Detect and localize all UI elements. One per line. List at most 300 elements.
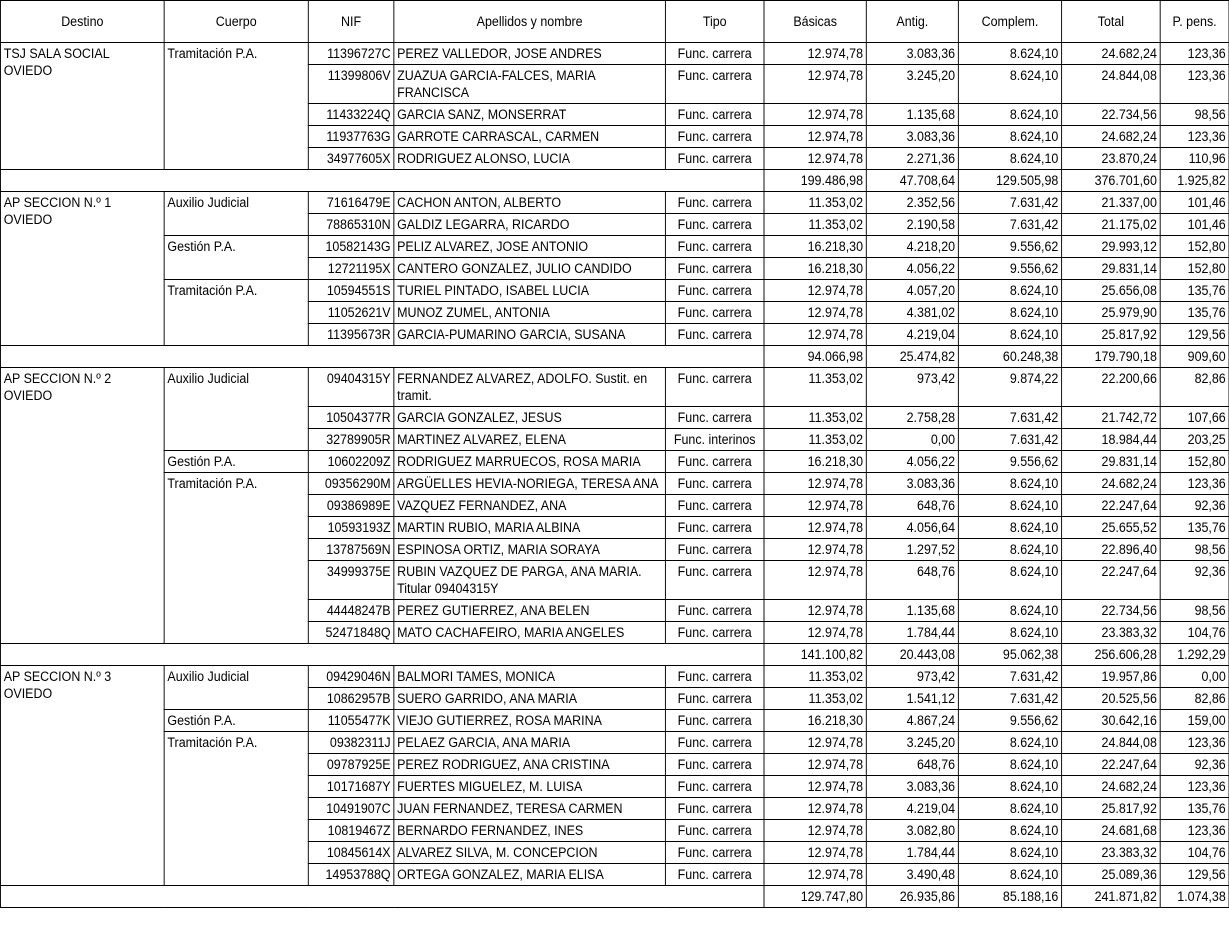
- subtotal-ppens: 1.292,29: [1160, 644, 1229, 666]
- cell-ppens: 0,00: [1160, 666, 1229, 688]
- cell-tipo: Func. carrera: [665, 517, 764, 539]
- cell-tipo: Func. carrera: [665, 776, 764, 798]
- cell-nif: 09382311J: [308, 732, 394, 754]
- cell-nombre: GARCIA-PUMARINO GARCIA, SUSANA: [394, 324, 666, 346]
- cell-basicas: 11.353,02: [764, 666, 866, 688]
- cell-nif: 09386989E: [308, 495, 394, 517]
- cell-complem: 9.556,62: [958, 236, 1061, 258]
- cell-total: 20.525,56: [1062, 688, 1161, 710]
- cell-ppens: 104,76: [1160, 842, 1229, 864]
- cell-tipo: Func. carrera: [665, 732, 764, 754]
- cell-nif: 09356290M: [308, 473, 394, 495]
- cell-complem: 8.624,10: [958, 798, 1061, 820]
- cuerpo-cell: Gestión P.A.: [164, 710, 308, 732]
- cell-nombre: PELAEZ GARCIA, ANA MARIA: [394, 732, 666, 754]
- cell-nif: 10171687Y: [308, 776, 394, 798]
- cell-basicas: 16.218,30: [764, 236, 866, 258]
- cell-total: 30.642,16: [1062, 710, 1161, 732]
- subtotal-total: 241.871,82: [1062, 886, 1161, 908]
- cell-complem: 9.556,62: [958, 451, 1061, 473]
- cell-nif: 11052621V: [308, 302, 394, 324]
- cell-basicas: 12.974,78: [764, 600, 866, 622]
- cell-antig: 4.219,04: [866, 798, 958, 820]
- subtotal-ppens: 1.925,82: [1160, 170, 1229, 192]
- cell-antig: 3.083,36: [866, 473, 958, 495]
- cell-nombre: PEREZ GUTIERREZ, ANA BELEN: [394, 600, 666, 622]
- cell-total: 22.200,66: [1062, 368, 1161, 407]
- cell-ppens: 152,80: [1160, 258, 1229, 280]
- cell-complem: 8.624,10: [958, 495, 1061, 517]
- cell-antig: 973,42: [866, 368, 958, 407]
- cell-tipo: Func. carrera: [665, 280, 764, 302]
- table-row: [0, 451, 1229, 473]
- cell-total: 22.734,56: [1062, 104, 1161, 126]
- cell-complem: 8.624,10: [958, 842, 1061, 864]
- cell-tipo: Func. carrera: [665, 754, 764, 776]
- cell-total: 29.831,14: [1062, 451, 1161, 473]
- cell-complem: 8.624,10: [958, 754, 1061, 776]
- subtotal-antig: 25.474,82: [866, 346, 958, 368]
- cell-nombre: ALVAREZ SILVA, M. CONCEPCION: [394, 842, 666, 864]
- cell-antig: 4.867,24: [866, 710, 958, 732]
- cell-ppens: 107,66: [1160, 407, 1229, 429]
- cell-basicas: 12.974,78: [764, 842, 866, 864]
- cell-antig: 2.758,28: [866, 407, 958, 429]
- cell-basicas: 12.974,78: [764, 324, 866, 346]
- cell-nombre: SUERO GARRIDO, ANA MARIA: [394, 688, 666, 710]
- cell-ppens: 135,76: [1160, 517, 1229, 539]
- cell-ppens: 203,25: [1160, 429, 1229, 451]
- cell-total: 25.817,92: [1062, 798, 1161, 820]
- header-destino: Destino: [0, 1, 164, 43]
- table-row: [0, 192, 1229, 214]
- subtotal-total: 376.701,60: [1062, 170, 1161, 192]
- cell-antig: 1.135,68: [866, 104, 958, 126]
- cell-total: 24.682,24: [1062, 473, 1161, 495]
- cell-basicas: 12.974,78: [764, 622, 866, 644]
- cell-tipo: Func. carrera: [665, 820, 764, 842]
- cell-tipo: Func. carrera: [665, 126, 764, 148]
- cell-complem: 8.624,10: [958, 517, 1061, 539]
- cell-ppens: 123,36: [1160, 820, 1229, 842]
- subtotal-row: [0, 886, 1229, 908]
- cell-basicas: 12.974,78: [764, 776, 866, 798]
- header-nombre: Apellidos y nombre: [394, 1, 666, 43]
- cell-ppens: 159,00: [1160, 710, 1229, 732]
- cell-basicas: 12.974,78: [764, 302, 866, 324]
- cell-nombre: PEREZ VALLEDOR, JOSE ANDRES: [394, 43, 666, 65]
- cell-basicas: 12.974,78: [764, 280, 866, 302]
- cell-nombre: VIEJO GUTIERREZ, ROSA MARINA: [394, 710, 666, 732]
- cell-nif: 12721195X: [308, 258, 394, 280]
- cell-nombre: PELIZ ALVAREZ, JOSE ANTONIO: [394, 236, 666, 258]
- table-row: [0, 666, 1229, 688]
- cell-total: 21.742,72: [1062, 407, 1161, 429]
- cell-antig: 3.083,36: [866, 43, 958, 65]
- cell-ppens: 82,86: [1160, 368, 1229, 407]
- cell-nombre: GARROTE CARRASCAL, CARMEN: [394, 126, 666, 148]
- cell-ppens: 123,36: [1160, 732, 1229, 754]
- cell-tipo: Func. carrera: [665, 864, 764, 886]
- cell-basicas: 12.974,78: [764, 864, 866, 886]
- cell-antig: 648,76: [866, 495, 958, 517]
- cell-tipo: Func. carrera: [665, 368, 764, 407]
- cell-nombre: RODRIGUEZ MARRUECOS, ROSA MARIA: [394, 451, 666, 473]
- subtotal-ppens: 1.074,38: [1160, 886, 1229, 908]
- destino-cell: AP SECCION N.º 2 OVIEDO: [0, 368, 164, 644]
- cell-total: 24.682,24: [1062, 126, 1161, 148]
- cell-ppens: 129,56: [1160, 324, 1229, 346]
- destino-cell: AP SECCION N.º 1 OVIEDO: [0, 192, 164, 346]
- cell-antig: 4.056,64: [866, 517, 958, 539]
- cell-total: 23.383,32: [1062, 842, 1161, 864]
- cell-tipo: Func. carrera: [665, 666, 764, 688]
- cell-nombre: GALDIZ LEGARRA, RICARDO: [394, 214, 666, 236]
- cell-nif: 52471848Q: [308, 622, 394, 644]
- cell-total: 22.247,64: [1062, 754, 1161, 776]
- cuerpo-cell: Auxilio Judicial: [164, 666, 308, 710]
- cell-complem: 9.556,62: [958, 710, 1061, 732]
- cell-nif: 10593193Z: [308, 517, 394, 539]
- cell-nif: 10504377R: [308, 407, 394, 429]
- cell-total: 25.655,52: [1062, 517, 1161, 539]
- header-nif: NIF: [308, 1, 394, 43]
- cell-basicas: 11.353,02: [764, 688, 866, 710]
- cell-nif: 11399806V: [308, 65, 394, 104]
- cell-basicas: 12.974,78: [764, 798, 866, 820]
- header-ppens: P. pens.: [1160, 1, 1229, 43]
- cell-antig: 1.541,12: [866, 688, 958, 710]
- cell-basicas: 12.974,78: [764, 539, 866, 561]
- cell-nif: 11937763G: [308, 126, 394, 148]
- cell-ppens: 110,96: [1160, 148, 1229, 170]
- subtotal-row: [0, 170, 1229, 192]
- cell-total: 25.817,92: [1062, 324, 1161, 346]
- subtotal-ppens: 909,60: [1160, 346, 1229, 368]
- subtotal-complem: 85.188,16: [958, 886, 1061, 908]
- cell-ppens: 98,56: [1160, 539, 1229, 561]
- cell-antig: 4.219,04: [866, 324, 958, 346]
- cell-complem: 8.624,10: [958, 732, 1061, 754]
- cell-ppens: 123,36: [1160, 43, 1229, 65]
- cell-ppens: 101,46: [1160, 192, 1229, 214]
- cell-nif: 11395673R: [308, 324, 394, 346]
- cell-nombre: GARCIA GONZALEZ, JESUS: [394, 407, 666, 429]
- cell-tipo: Func. carrera: [665, 258, 764, 280]
- cell-antig: 4.057,20: [866, 280, 958, 302]
- subtotal-spacer: [0, 886, 764, 908]
- cell-antig: 0,00: [866, 429, 958, 451]
- cell-antig: 4.381,02: [866, 302, 958, 324]
- cell-tipo: Func. carrera: [665, 407, 764, 429]
- cell-complem: 8.624,10: [958, 126, 1061, 148]
- cell-ppens: 129,56: [1160, 864, 1229, 886]
- cell-antig: 3.490,48: [866, 864, 958, 886]
- cell-complem: 9.556,62: [958, 258, 1061, 280]
- cell-nombre: GARCIA SANZ, MONSERRAT: [394, 104, 666, 126]
- cell-complem: 8.624,10: [958, 324, 1061, 346]
- cell-tipo: Func. carrera: [665, 65, 764, 104]
- cell-total: 24.682,24: [1062, 43, 1161, 65]
- cell-nif: 11433224Q: [308, 104, 394, 126]
- cell-ppens: 98,56: [1160, 104, 1229, 126]
- cell-tipo: Func. carrera: [665, 688, 764, 710]
- cell-tipo: Func. carrera: [665, 148, 764, 170]
- cell-nif: 44448247B: [308, 600, 394, 622]
- cell-nombre: ARGÜELLES HEVIA-NORIEGA, TERESA ANA: [394, 473, 666, 495]
- destino-cell: AP SECCION N.º 3 OVIEDO: [0, 666, 164, 886]
- cell-complem: 7.631,42: [958, 214, 1061, 236]
- cell-nif: 10602209Z: [308, 451, 394, 473]
- subtotal-spacer: [0, 644, 764, 666]
- cell-antig: 3.245,20: [866, 65, 958, 104]
- header-tipo: Tipo: [665, 1, 764, 43]
- cell-ppens: 135,76: [1160, 280, 1229, 302]
- cell-basicas: 12.974,78: [764, 148, 866, 170]
- cell-complem: 8.624,10: [958, 561, 1061, 600]
- cell-basicas: 12.974,78: [764, 820, 866, 842]
- table-header: [0, 1, 1229, 43]
- cell-complem: 8.624,10: [958, 43, 1061, 65]
- subtotal-antig: 26.935,86: [866, 886, 958, 908]
- cell-nombre: CANTERO GONZALEZ, JULIO CANDIDO: [394, 258, 666, 280]
- table-row: [0, 280, 1229, 302]
- cell-tipo: Func. carrera: [665, 236, 764, 258]
- cell-antig: 4.056,22: [866, 258, 958, 280]
- table-row: [0, 473, 1229, 495]
- cell-basicas: 12.974,78: [764, 754, 866, 776]
- cuerpo-cell: Gestión P.A.: [164, 451, 308, 473]
- cell-complem: 8.624,10: [958, 864, 1061, 886]
- cell-antig: 648,76: [866, 754, 958, 776]
- cell-nombre: TURIEL PINTADO, ISABEL LUCIA: [394, 280, 666, 302]
- cell-antig: 3.245,20: [866, 732, 958, 754]
- cell-tipo: Func. carrera: [665, 302, 764, 324]
- cell-antig: 973,42: [866, 666, 958, 688]
- cuerpo-cell: Tramitación P.A.: [164, 732, 308, 886]
- cell-nombre: BERNARDO FERNANDEZ, INES: [394, 820, 666, 842]
- table-body: [0, 43, 1229, 908]
- cuerpo-cell: Tramitación P.A.: [164, 43, 308, 170]
- header-cuerpo: Cuerpo: [164, 1, 308, 43]
- table-row: [0, 236, 1229, 258]
- cell-antig: 1.784,44: [866, 622, 958, 644]
- cell-basicas: 12.974,78: [764, 517, 866, 539]
- cell-nombre: MARTIN RUBIO, MARIA ALBINA: [394, 517, 666, 539]
- cuerpo-cell: Gestión P.A.: [164, 236, 308, 280]
- cell-antig: 1.297,52: [866, 539, 958, 561]
- cell-antig: 2.271,36: [866, 148, 958, 170]
- header-complem: Complem.: [958, 1, 1061, 43]
- cell-total: 24.844,08: [1062, 732, 1161, 754]
- cell-nif: 11055477K: [308, 710, 394, 732]
- cell-nif: 10845614X: [308, 842, 394, 864]
- subtotal-total: 179.790,18: [1062, 346, 1161, 368]
- cell-total: 25.089,36: [1062, 864, 1161, 886]
- cell-ppens: 123,36: [1160, 776, 1229, 798]
- cell-nif: 10491907C: [308, 798, 394, 820]
- cell-nombre: RODRIGUEZ ALONSO, LUCIA: [394, 148, 666, 170]
- cell-nif: 10582143G: [308, 236, 394, 258]
- cell-complem: 7.631,42: [958, 192, 1061, 214]
- cell-tipo: Func. carrera: [665, 451, 764, 473]
- cell-basicas: 12.974,78: [764, 732, 866, 754]
- cell-antig: 1.784,44: [866, 842, 958, 864]
- cell-nif: 10862957B: [308, 688, 394, 710]
- cell-complem: 7.631,42: [958, 688, 1061, 710]
- cell-antig: 3.083,36: [866, 776, 958, 798]
- subtotal-basicas: 94.066,98: [764, 346, 866, 368]
- cell-ppens: 123,36: [1160, 126, 1229, 148]
- cell-nif: 09404315Y: [308, 368, 394, 407]
- cell-total: 21.337,00: [1062, 192, 1161, 214]
- cell-tipo: Func. carrera: [665, 214, 764, 236]
- cell-total: 23.870,24: [1062, 148, 1161, 170]
- cell-antig: 2.190,58: [866, 214, 958, 236]
- cell-nif: 78865310N: [308, 214, 394, 236]
- cell-basicas: 11.353,02: [764, 429, 866, 451]
- cell-nombre: MUNOZ ZUMEL, ANTONIA: [394, 302, 666, 324]
- cell-basicas: 16.218,30: [764, 451, 866, 473]
- subtotal-complem: 60.248,38: [958, 346, 1061, 368]
- cell-basicas: 11.353,02: [764, 214, 866, 236]
- cell-basicas: 12.974,78: [764, 43, 866, 65]
- subtotal-antig: 47.708,64: [866, 170, 958, 192]
- cuerpo-cell: Auxilio Judicial: [164, 368, 308, 451]
- cuerpo-cell: Auxilio Judicial: [164, 192, 308, 236]
- cell-ppens: 82,86: [1160, 688, 1229, 710]
- cell-total: 22.896,40: [1062, 539, 1161, 561]
- cell-nombre: CACHON ANTON, ALBERTO: [394, 192, 666, 214]
- subtotal-basicas: 141.100,82: [764, 644, 866, 666]
- cell-nif: 09787925E: [308, 754, 394, 776]
- cell-complem: 8.624,10: [958, 473, 1061, 495]
- cell-antig: 3.082,80: [866, 820, 958, 842]
- cell-ppens: 92,36: [1160, 495, 1229, 517]
- cell-tipo: Func. carrera: [665, 495, 764, 517]
- cell-ppens: 135,76: [1160, 302, 1229, 324]
- cell-ppens: 152,80: [1160, 236, 1229, 258]
- subtotal-complem: 95.062,38: [958, 644, 1061, 666]
- cell-tipo: Func. carrera: [665, 104, 764, 126]
- cell-antig: 2.352,56: [866, 192, 958, 214]
- cell-total: 25.656,08: [1062, 280, 1161, 302]
- cell-complem: 7.631,42: [958, 429, 1061, 451]
- cell-tipo: Func. carrera: [665, 710, 764, 732]
- table-row: [0, 732, 1229, 754]
- cell-tipo: Func. carrera: [665, 539, 764, 561]
- cuerpo-cell: Tramitación P.A.: [164, 473, 308, 644]
- cell-nombre: JUAN FERNANDEZ, TERESA CARMEN: [394, 798, 666, 820]
- cell-complem: 8.624,10: [958, 65, 1061, 104]
- table-row: [0, 43, 1229, 65]
- cell-complem: 8.624,10: [958, 302, 1061, 324]
- cell-tipo: Func. carrera: [665, 43, 764, 65]
- cell-basicas: 11.353,02: [764, 192, 866, 214]
- cell-basicas: 11.353,02: [764, 368, 866, 407]
- subtotal-spacer: [0, 170, 764, 192]
- cell-tipo: Func. carrera: [665, 561, 764, 600]
- cell-basicas: 12.974,78: [764, 104, 866, 126]
- cell-nif: 11396727C: [308, 43, 394, 65]
- cell-ppens: 135,76: [1160, 798, 1229, 820]
- cell-total: 18.984,44: [1062, 429, 1161, 451]
- cell-total: 19.957,86: [1062, 666, 1161, 688]
- cell-tipo: Func. carrera: [665, 798, 764, 820]
- table-row: [0, 368, 1229, 407]
- cell-nombre: MATO CACHAFEIRO, MARIA ANGELES: [394, 622, 666, 644]
- cell-complem: 8.624,10: [958, 820, 1061, 842]
- cell-nombre: FERNANDEZ ALVAREZ, ADOLFO. Sustit. en tramit.: [394, 368, 666, 407]
- cell-nombre: ZUAZUA GARCIA-FALCES, MARIA FRANCISCA: [394, 65, 666, 104]
- cell-basicas: 12.974,78: [764, 561, 866, 600]
- cell-total: 29.993,12: [1062, 236, 1161, 258]
- cell-nif: 71616479E: [308, 192, 394, 214]
- cell-nif: 34999375E: [308, 561, 394, 600]
- subtotal-basicas: 199.486,98: [764, 170, 866, 192]
- cell-total: 29.831,14: [1062, 258, 1161, 280]
- table-row: [0, 710, 1229, 732]
- cell-complem: 8.624,10: [958, 776, 1061, 798]
- header-antig: Antig.: [866, 1, 958, 43]
- cell-nif: 10594551S: [308, 280, 394, 302]
- cell-ppens: 152,80: [1160, 451, 1229, 473]
- cell-ppens: 101,46: [1160, 214, 1229, 236]
- subtotal-spacer: [0, 346, 764, 368]
- cell-tipo: Func. carrera: [665, 600, 764, 622]
- cell-basicas: 12.974,78: [764, 126, 866, 148]
- cell-complem: 8.624,10: [958, 539, 1061, 561]
- cell-complem: 7.631,42: [958, 407, 1061, 429]
- cell-ppens: 123,36: [1160, 65, 1229, 104]
- destino-cell: TSJ SALA SOCIAL OVIEDO: [0, 43, 164, 170]
- cell-antig: 1.135,68: [866, 600, 958, 622]
- cell-complem: 7.631,42: [958, 666, 1061, 688]
- cell-total: 21.175,02: [1062, 214, 1161, 236]
- cell-total: 25.979,90: [1062, 302, 1161, 324]
- cell-antig: 4.218,20: [866, 236, 958, 258]
- cell-nombre: ESPINOSA ORTIZ, MARIA SORAYA: [394, 539, 666, 561]
- cell-nombre: BALMORI TAMES, MONICA: [394, 666, 666, 688]
- subtotal-row: [0, 644, 1229, 666]
- cell-antig: 4.056,22: [866, 451, 958, 473]
- cell-nif: 34977605X: [308, 148, 394, 170]
- cell-total: 22.247,64: [1062, 495, 1161, 517]
- cell-nif: 10819467Z: [308, 820, 394, 842]
- cell-ppens: 104,76: [1160, 622, 1229, 644]
- cell-antig: 648,76: [866, 561, 958, 600]
- cell-nif: 09429046N: [308, 666, 394, 688]
- cell-tipo: Func. carrera: [665, 842, 764, 864]
- cell-complem: 8.624,10: [958, 600, 1061, 622]
- subtotal-antig: 20.443,08: [866, 644, 958, 666]
- header-basicas: Básicas: [764, 1, 866, 43]
- header-total: Total: [1062, 1, 1161, 43]
- subtotal-total: 256.606,28: [1062, 644, 1161, 666]
- cell-tipo: Func. carrera: [665, 473, 764, 495]
- cell-basicas: 16.218,30: [764, 710, 866, 732]
- cell-nombre: VAZQUEZ FERNANDEZ, ANA: [394, 495, 666, 517]
- cell-ppens: 92,36: [1160, 754, 1229, 776]
- cell-total: 24.844,08: [1062, 65, 1161, 104]
- cell-nif: 14953788Q: [308, 864, 394, 886]
- cell-nombre: ORTEGA GONZALEZ, MARIA ELISA: [394, 864, 666, 886]
- cell-tipo: Func. carrera: [665, 324, 764, 346]
- cell-nombre: PEREZ RODRIGUEZ, ANA CRISTINA: [394, 754, 666, 776]
- cell-nombre: FUERTES MIGUELEZ, M. LUISA: [394, 776, 666, 798]
- cell-nif: 13787569N: [308, 539, 394, 561]
- cell-basicas: 16.218,30: [764, 258, 866, 280]
